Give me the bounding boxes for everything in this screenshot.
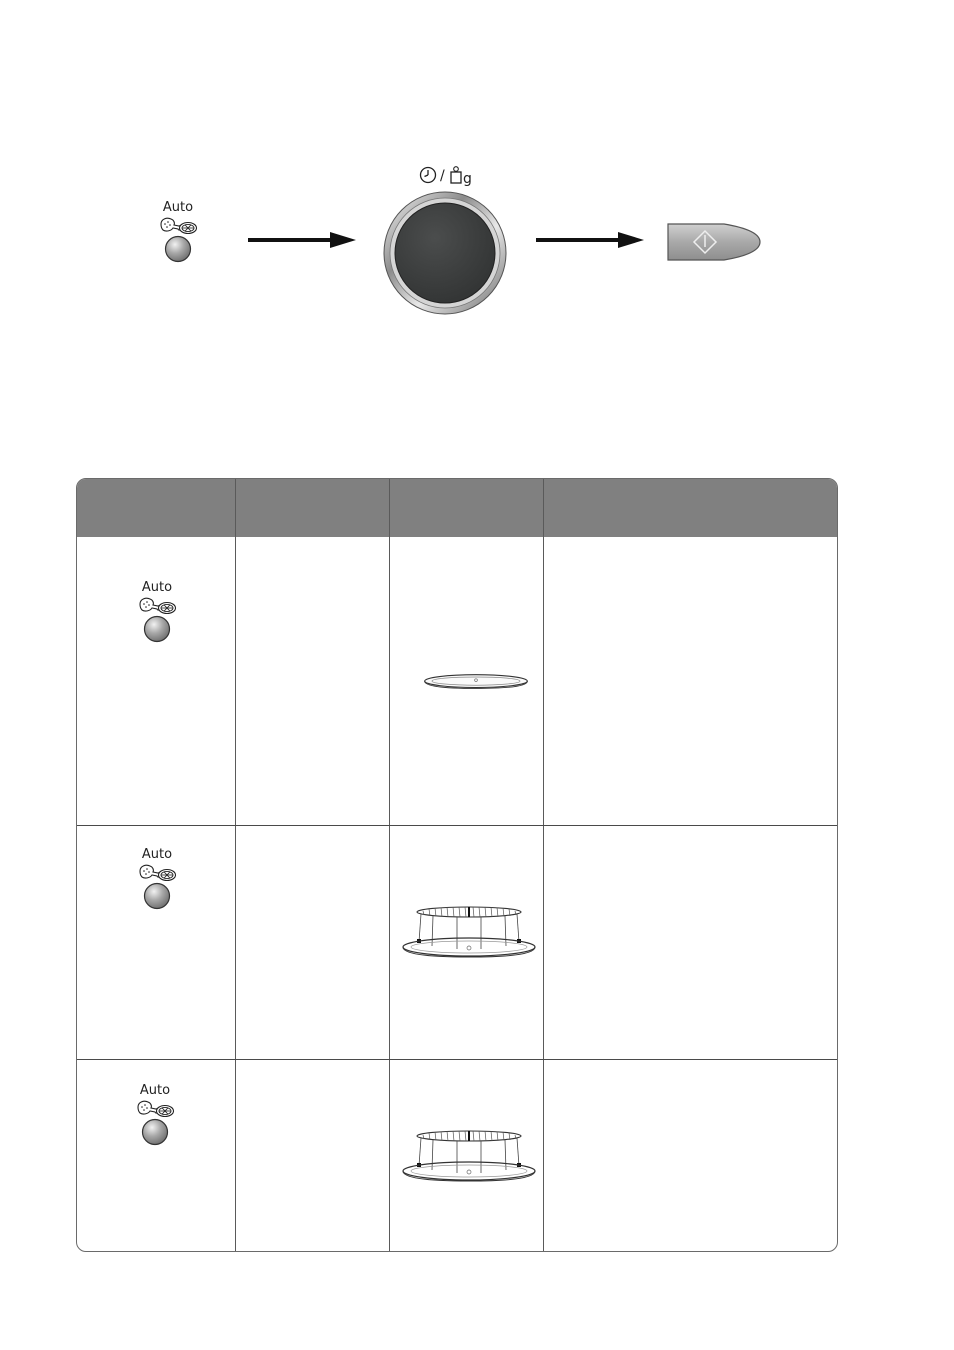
svg-text:/: / [440,168,445,184]
table-row-3-auto-button [130,1084,180,1146]
food-icon [136,595,178,615]
column-divider [235,479,236,1251]
food-icon [136,862,178,882]
round-button-icon [164,235,192,263]
row-divider [77,1059,837,1060]
svg-text:g: g [463,171,472,186]
clock-icon [421,168,436,183]
auto-cook-button[interactable] [153,201,203,263]
weight-icon [451,167,461,183]
selector-dial[interactable] [380,158,512,320]
row-divider [77,825,837,826]
dial-knob-icon [380,188,510,318]
round-button-icon [141,1118,169,1146]
round-button-icon [143,882,171,910]
food-icon [134,1098,176,1118]
arrow-right-icon [248,232,356,248]
dial-label [418,164,478,186]
column-divider [389,479,390,1251]
auto-label: Auto [141,580,173,595]
table-row-2-auto-button [132,848,182,910]
programme-table [76,478,838,1252]
glass-turntable-icon [417,671,535,693]
auto-label: Auto [139,1083,171,1098]
table-row-1-auto-button [132,581,182,643]
arrow-right-icon [536,232,644,248]
rack-on-turntable-icon [399,1127,539,1187]
table-header [77,479,837,537]
operation-sequence [0,0,954,420]
start-button[interactable] [664,220,764,264]
column-divider [543,479,544,1251]
auto-label: Auto [162,200,194,215]
food-icon [157,215,199,235]
rack-on-turntable-icon [399,903,539,963]
auto-label: Auto [141,847,173,862]
round-button-icon [143,615,171,643]
